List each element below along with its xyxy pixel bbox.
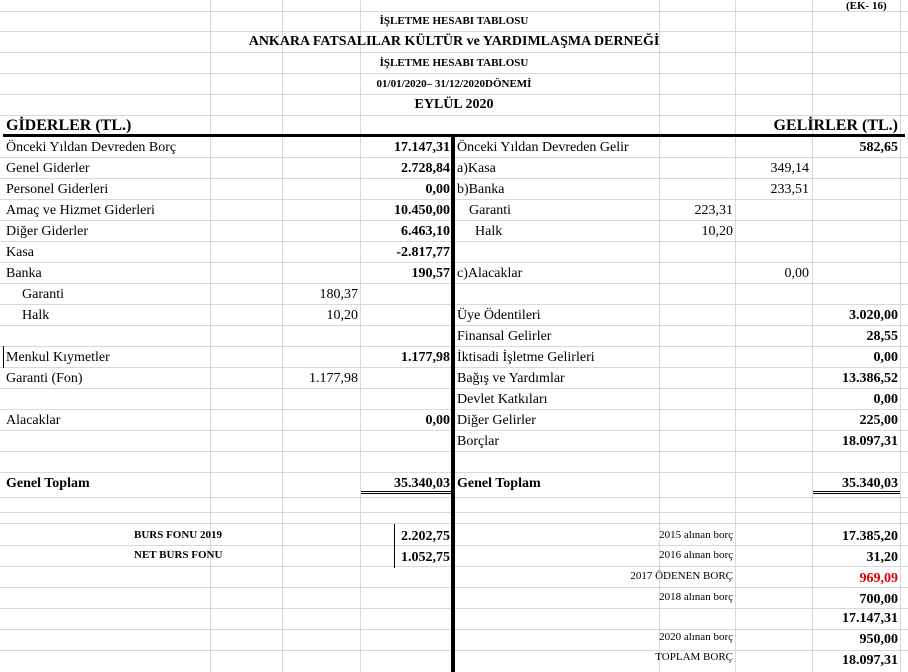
gelir-label-garanti: Garanti [469,203,511,218]
borc-2015-label: 2015 alınan borç [659,529,733,541]
gelir-value-onceki-gelir: 582,65 [859,140,898,155]
gelir-value-uye: 3.020,00 [849,308,898,323]
toplam-borc-value: 18.097,31 [842,653,898,668]
borc-2016-label: 2016 alınan borç [659,549,733,561]
gelir-label-banka: b)Banka [457,182,505,197]
header-month: EYLÜL 2020 [414,97,494,112]
header-title-1: İŞLETME HESABI TABLOSU [379,15,529,27]
borc-2017-label: 2017 ÖDENEN BORÇ [630,570,733,582]
gider-value-kasa: -2.817,77 [396,245,450,260]
gelir-label-kasa: a)Kasa [457,161,496,176]
gider-label-onceki-borc: Önceki Yıldan Devreden Borç [6,140,177,155]
gider-label-menkul: Menkul Kıymetler [6,350,110,365]
gelir-value-bagis: 13.386,52 [842,371,898,386]
gider-value-garanti: 180,37 [319,287,358,302]
gider-label-genel: Genel Giderler [6,161,90,176]
gider-value-genel: 2.728,84 [401,161,450,176]
burs-fonu-label: BURS FONU 2019 [134,529,223,541]
gider-label-kasa: Kasa [6,245,34,260]
borc-2020-label: 2020 alınan borç [659,631,733,643]
gelir-value-kasa: 349,14 [770,161,809,176]
total-underline-right-2 [813,493,900,494]
gelir-value-devlet: 0,00 [873,392,898,407]
gelir-label-halk: Halk [475,224,503,239]
gider-label-personel: Personel Giderleri [6,182,109,197]
gider-label-alacaklar: Alacaklar [6,413,61,428]
borc-2015-value: 17.385,20 [842,529,898,544]
gelir-label-iktisadi: İktisadi İşletme Gelirleri [457,350,595,365]
giderler-heading: GİDERLER (TL.) [6,117,132,134]
gelirler-heading: GELİRLER (TL.) [773,117,898,134]
gelir-value-alacaklar: 0,00 [784,266,809,281]
gelir-label-genel-toplam: Genel Toplam [457,476,541,491]
toplam-borc-label: TOPLAM BORÇ [655,651,733,663]
gider-value-onceki-borc: 17.147,31 [394,140,450,155]
gelir-value-finansal: 28,55 [866,329,898,344]
gider-value-alacaklar: 0,00 [425,413,450,428]
gelir-value-banka: 233,51 [770,182,809,197]
borc-2016-value: 31,20 [866,550,898,565]
gelir-label-uye: Üye Ödentileri [457,308,541,323]
gelir-value-borclar: 18.097,31 [842,434,898,449]
gider-value-diger: 6.463,10 [401,224,450,239]
gelir-label-onceki-gelir: Önceki Yıldan Devreden Gelir [457,140,629,155]
gider-value-menkul: 1.177,98 [401,350,450,365]
gider-label-diger: Diğer Giderler [6,224,89,239]
gelir-label-finansal: Finansal Gelirler [457,329,552,344]
header-period: 01/01/2020– 31/12/2020DÖNEMİ [376,78,532,90]
gider-value-garanti-fon: 1.177,98 [309,371,358,386]
gelir-value-diger: 225,00 [859,413,898,428]
burs-fonu-value: 2.202,75 [401,529,450,544]
gider-value-personel: 0,00 [425,182,450,197]
ek-label: (EK- 16) [846,0,887,12]
gider-label-halk: Halk [22,308,50,323]
header-title-2: ANKARA FATSALILAR KÜLTÜR ve YARDIMLAŞMA DERNEĞİ [248,34,660,49]
borc-ara-toplam-value: 17.147,31 [842,611,898,626]
left-edge-rule [3,346,4,368]
gider-label-amac: Amaç ve Hizmet Giderleri [6,203,155,218]
gider-value-halk: 10,20 [326,308,358,323]
gider-value-banka: 190,57 [411,266,450,281]
gelir-label-bagis: Bağış ve Yardımlar [457,371,565,386]
borc-2018-label: 2018 alınan borç [659,591,733,603]
total-underline-left-2 [361,493,451,494]
gider-label-garanti: Garanti [22,287,64,302]
center-divider [451,137,455,672]
gider-label-genel-toplam: Genel Toplam [6,476,90,491]
gider-value-amac: 10.450,00 [394,203,450,218]
header-title-3: İŞLETME HESABI TABLOSU [379,57,529,69]
borc-2017-value: 969,09 [859,571,898,586]
net-burs-fonu-label: NET BURS FONU [134,549,223,561]
gider-label-garanti-fon: Garanti (Fon) [6,371,83,386]
gelir-label-diger: Diğer Gelirler [457,413,536,428]
net-burs-fonu-value: 1.052,75 [401,550,450,565]
borc-2020-value: 950,00 [859,632,898,647]
gider-label-banka: Banka [6,266,42,281]
gelir-label-borclar: Borçlar [457,434,499,449]
gelir-value-garanti: 223,31 [694,203,733,218]
gelir-label-alacaklar: c)Alacaklar [457,266,523,281]
gelir-value-halk: 10,20 [701,224,733,239]
borc-2018-value: 700,00 [859,592,898,607]
gelir-value-genel-toplam: 35.340,03 [842,476,898,491]
gider-value-genel-toplam: 35.340,03 [394,476,450,491]
gelir-value-iktisadi: 0,00 [873,350,898,365]
gelir-label-devlet: Devlet Katkıları [457,392,548,407]
